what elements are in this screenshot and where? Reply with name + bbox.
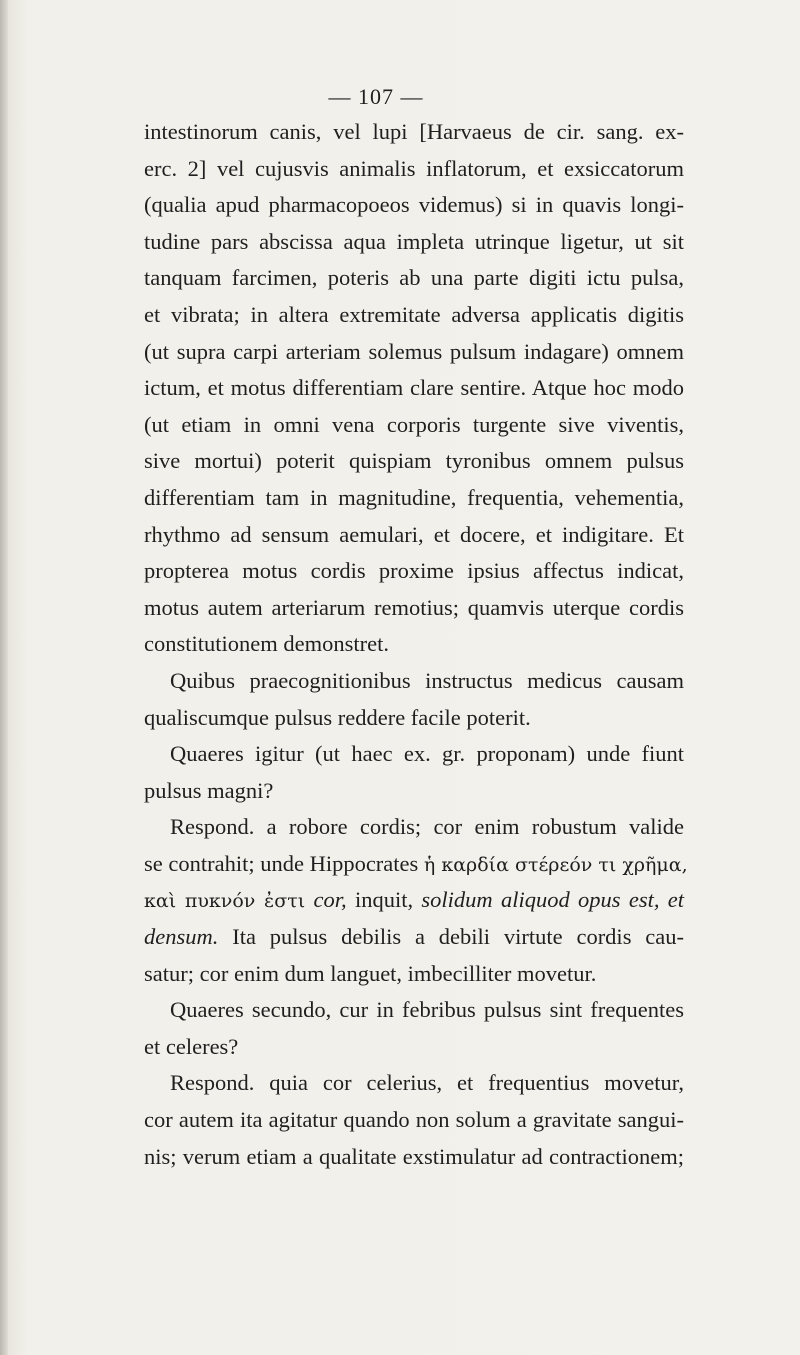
text-line: sive mortui) poterit quispiam tyronibus omnem pulsus [144,448,684,474]
text-line: Respond. a robore cordis; cor enim robustum valide [170,814,684,840]
latin-italic: densum. [144,924,219,950]
page-gutter-shadow [0,0,8,1355]
latin-italic: et [667,887,685,913]
text-line: Respond. quia cor celerius, et frequentius movetur, [170,1070,684,1096]
text-line-mixed [144,846,688,883]
greek-quote: καὶ πυκνόν ἐστι [144,890,306,913]
text-line: tanquam farcimen, poteris ab una parte digiti ictu pulsa, [144,265,684,291]
text-line: Quaeres igitur (ut haec ex. gr. proponam) unde fiunt [170,741,684,767]
page-header [0,84,800,110]
text-line: motus autem arteriarum remotius; quamvis uterque cordis [144,594,684,620]
text-line: rhythmo ad sensum aemulari, et docere, et indigitare. Et [144,521,684,547]
text-line: Quaeres secundo, cur in febribus pulsus sint frequentes [170,997,684,1023]
text-line: cor autem ita agitatur quando non solum a gravitate sangui- [144,1107,684,1133]
text-line: Quibus praecognitionibus instructus medicus causam [170,667,684,693]
latin-segment: Ita pulsus debilis a debili virtute cordis cau- [232,924,684,950]
text-line: ictum, et motus differentiam clare sentire. Atque hoc modo [144,375,684,401]
text-line: pulsus magni? [144,777,274,803]
body-text [144,114,688,1175]
text-line: tudine pars abscissa aqua impleta utrinque ligetur, ut sit [144,228,684,254]
text-line: (qualia apud pharmacopoeos videmus) si in quavis longi- [144,192,684,218]
text-line-mixed [144,919,684,956]
text-line: qualiscumque pulsus reddere facile poterit. [144,704,531,730]
text-line: nis; verum etiam a qualitate exstimulatur ad contractionem; [144,1143,684,1169]
text-line: propterea motus cordis proxime ipsius affectus indicat, [144,558,684,584]
text-line: (ut supra carpi arteriam solemus pulsum indagare) omnem [144,338,684,364]
greek-quote: ἡ καρδία στέρεόν τι χρῆμα, [423,853,688,876]
text-line: (ut etiam in omni vena corporis turgente sive viventis, [144,411,684,437]
text-line-mixed [144,882,684,919]
text-line: constitutionem demonstret. [144,631,389,657]
text-line: satur; cor enim dum languet, imbecilliter movetur. [144,960,597,986]
latin-italic: solidum aliquod opus est, [421,887,660,913]
text-line: intestinorum canis, vel lupi [Harvaeus de cir. sang. ex- [144,119,684,144]
text-line: differentiam tam in magnitudine, frequentia, vehementia, [144,484,684,510]
latin-segment: se contrahit; unde Hippocrates [144,850,419,876]
latin-italic: cor, [313,887,347,913]
text-line: et vibrata; in altera extremitate adversa applicatis digitis [144,301,684,327]
text-line: et celeres? [144,1033,239,1059]
page-number: — 107 — [328,84,424,109]
latin-segment: inquit, [354,887,414,913]
text-line: erc. 2] vel cujusvis animalis inflatorum, et exsiccatorum [144,155,684,181]
